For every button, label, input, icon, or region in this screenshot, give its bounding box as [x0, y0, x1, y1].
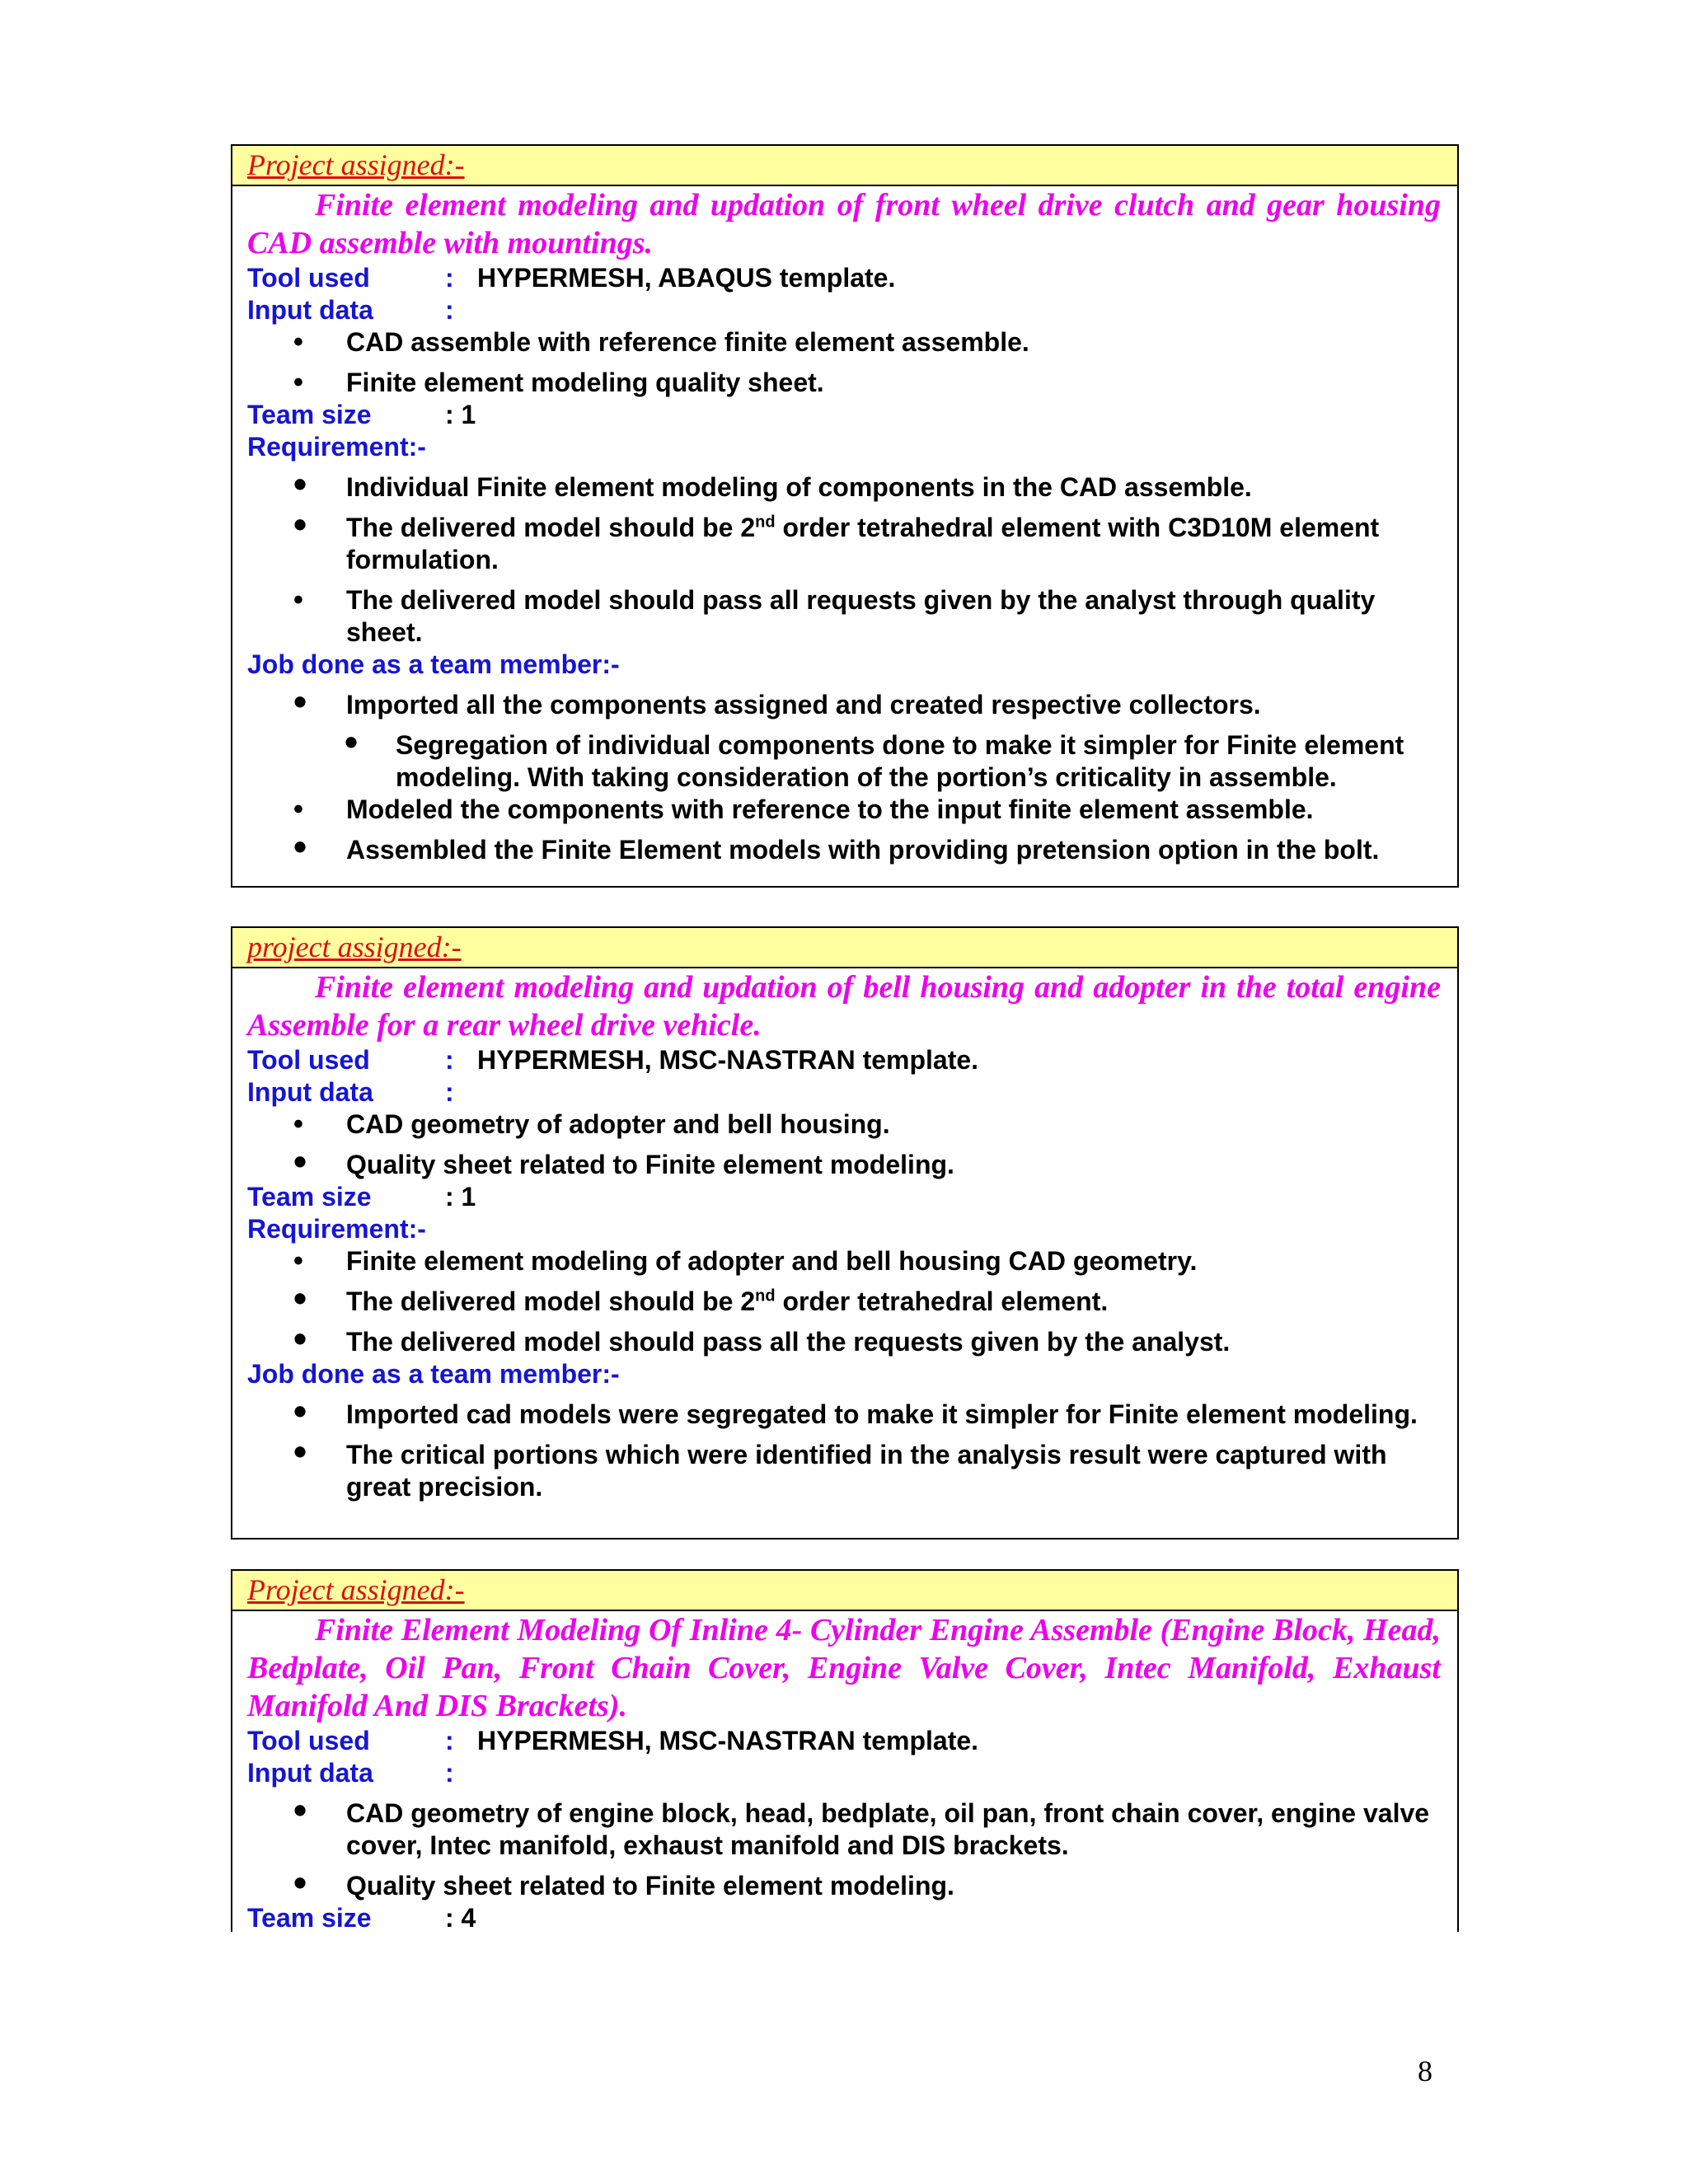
- tool-used-separator: :: [445, 1726, 454, 1755]
- tool-used-row: [247, 262, 1441, 294]
- tool-used-label: Tool used: [247, 1726, 370, 1755]
- project-box-3: [231, 1569, 1459, 1932]
- input-data-separator: :: [445, 295, 454, 325]
- team-size-label: Team size: [247, 1903, 372, 1933]
- tool-used-label: Tool used: [247, 263, 370, 293]
- team-size-label: Team size: [247, 400, 372, 429]
- tool-used-value: HYPERMESH, MSC-NASTRAN template.: [477, 1726, 979, 1755]
- list-item: • Segregation of individual components done to make it simpler for Finite element modeling. With taking consideration of the portion’s criticality in assemble.: [247, 729, 1441, 794]
- project-header: project assigned:-: [232, 928, 1457, 968]
- requirement-label: Requirement:-: [247, 432, 426, 462]
- list-item: • Finite element modeling of adopter and bell housing CAD geometry.: [247, 1245, 1441, 1277]
- input-data-row: [247, 1076, 1441, 1108]
- tool-used-row: [247, 1044, 1441, 1076]
- project-title: Finite element modeling and updation of bell housing and adopter in the total engine Assemble for a rear wheel drive vehicle.: [247, 970, 1441, 1043]
- list-item: • CAD geometry of adopter and bell housing.: [247, 1108, 1441, 1141]
- project-title: Finite Element Modeling Of Inline 4- Cylinder Engine Assemble (Engine Block, Head, Bedplate, Oil Pan, Front Chain Cover, Engine Valve Cover, Intec Manifold, Exhaust Manifold And DIS Brackets).: [247, 1613, 1441, 1723]
- page-number: 8: [1418, 2055, 1432, 2088]
- team-size-value: : 1: [445, 1182, 476, 1212]
- project-header: Project assigned:-: [232, 1571, 1457, 1611]
- tool-used-value: HYPERMESH, ABAQUS template.: [477, 263, 896, 293]
- input-list: [247, 1797, 1441, 1902]
- input-list: [247, 1108, 1441, 1181]
- job-list: [247, 689, 1441, 866]
- project-title: Finite element modeling and updation of front wheel drive clutch and gear housing CAD assemble with mountings.: [247, 188, 1441, 260]
- job-list: [247, 1399, 1441, 1503]
- team-size-value: : 1: [445, 400, 476, 429]
- list-item: • CAD assemble with reference finite element assemble.: [247, 326, 1441, 359]
- list-item: • The delivered model should be 2nd order tetrahedral element with C3D10M element formulation.: [247, 512, 1441, 576]
- team-size-label: Team size: [247, 1182, 372, 1212]
- input-data-separator: :: [445, 1077, 454, 1107]
- team-size-value: : 4: [445, 1903, 476, 1933]
- list-item: • The delivered model should pass all requests given by the analyst through quality sheet.: [247, 584, 1441, 649]
- project-header: Project assigned:-: [232, 146, 1457, 186]
- list-item: • Assembled the Finite Element models with providing pretension option in the bolt.: [247, 834, 1441, 866]
- list-item: • Quality sheet related to Finite element modeling.: [247, 1149, 1441, 1181]
- team-size-row: [247, 399, 1441, 431]
- project-body: [232, 968, 1457, 1503]
- list-item: • Modeled the components with reference to the input finite element assemble.: [247, 794, 1441, 826]
- list-item: • Individual Finite element modeling of components in the CAD assemble.: [247, 471, 1441, 504]
- project-box-2: [231, 926, 1459, 1540]
- input-data-row: [247, 294, 1441, 326]
- project-body: [232, 1611, 1457, 1934]
- list-item: • The critical portions which were identified in the analysis result were captured with great precision.: [247, 1439, 1441, 1503]
- team-size-row: [247, 1181, 1441, 1213]
- list-item: • Finite element modeling quality sheet.: [247, 367, 1441, 399]
- list-item: • The delivered model should pass all the requests given by the analyst.: [247, 1326, 1441, 1358]
- job-done-label: Job done as a team member:-: [247, 1359, 620, 1389]
- tool-used-separator: :: [445, 263, 454, 293]
- input-data-row: [247, 1757, 1441, 1789]
- input-data-label: Input data: [247, 1758, 373, 1788]
- team-size-row: [247, 1902, 1441, 1934]
- list-item: • Quality sheet related to Finite element modeling.: [247, 1870, 1441, 1902]
- tool-used-row: [247, 1725, 1441, 1757]
- list-item: • CAD geometry of engine block, head, bedplate, oil pan, front chain cover, engine valve cover, Intec manifold, exhaust manifold and DIS brackets.: [247, 1797, 1441, 1862]
- list-item: • Imported cad models were segregated to make it simpler for Finite element modeling.: [247, 1399, 1441, 1431]
- tool-used-value: HYPERMESH, MSC-NASTRAN template.: [477, 1045, 979, 1075]
- tool-used-label: Tool used: [247, 1045, 370, 1075]
- list-item: • Imported all the components assigned and created respective collectors.: [247, 689, 1441, 721]
- job-done-label: Job done as a team member:-: [247, 649, 620, 679]
- input-list: [247, 326, 1441, 399]
- project-body: [232, 186, 1457, 866]
- input-data-separator: :: [445, 1758, 454, 1788]
- requirement-label: Requirement:-: [247, 1214, 426, 1244]
- list-item: • The delivered model should be 2nd order tetrahedral element.: [247, 1286, 1441, 1318]
- requirement-list: [247, 1245, 1441, 1358]
- requirement-list: [247, 471, 1441, 649]
- tool-used-separator: :: [445, 1045, 454, 1075]
- project-box-1: [231, 144, 1459, 888]
- input-data-label: Input data: [247, 1077, 373, 1107]
- input-data-label: Input data: [247, 295, 373, 325]
